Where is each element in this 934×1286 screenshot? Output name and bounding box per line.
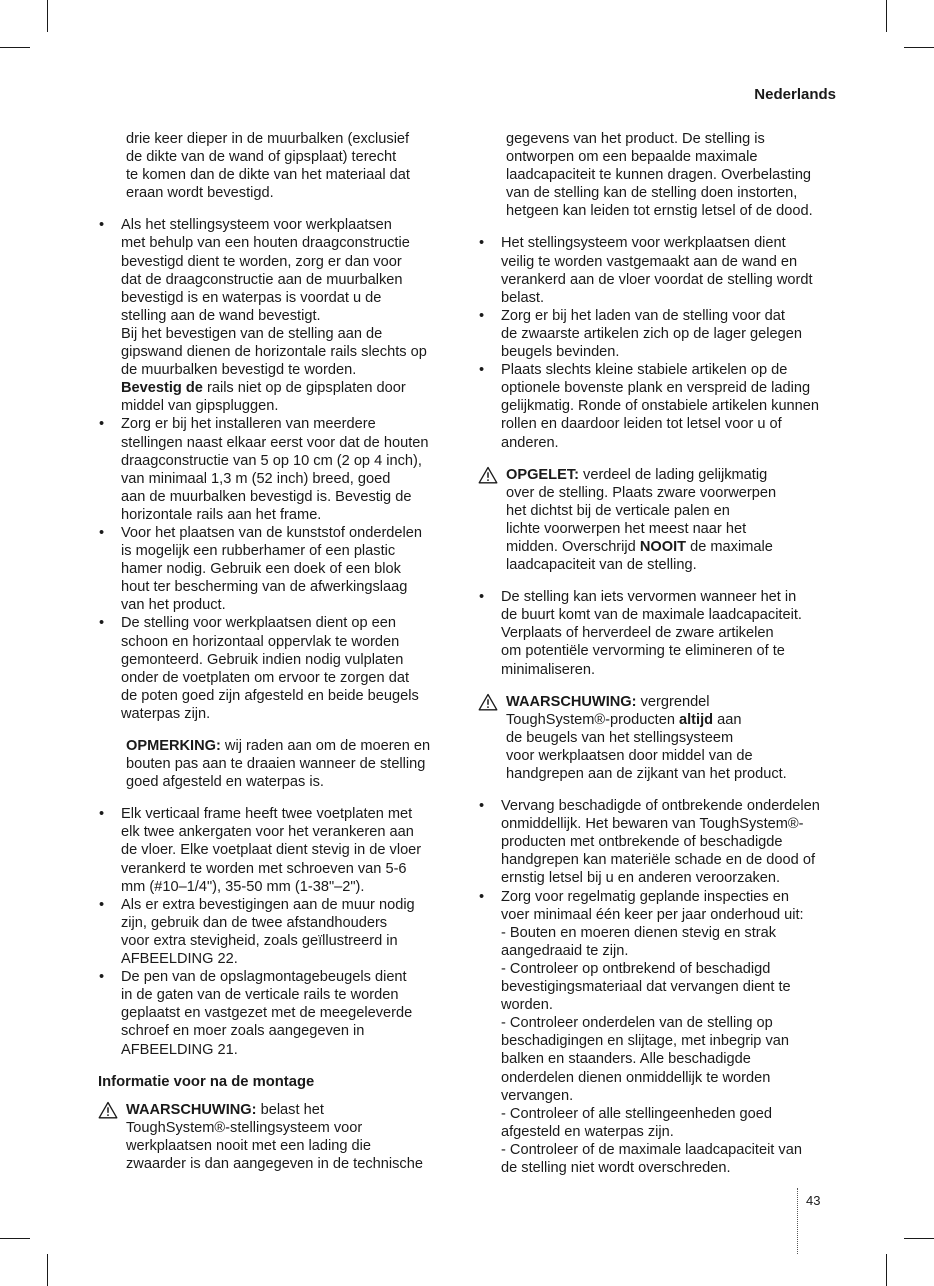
text-line: producten met ontbrekende of beschadigde <box>501 834 783 851</box>
intro-paragraph <box>98 130 460 202</box>
list-item <box>98 415 460 524</box>
bold-text: NOOIT <box>639 538 687 555</box>
text-line: de zwaarste artikelen zich op de lager gelegen <box>501 325 802 342</box>
text-line: balken en staanders. Alle beschadigde <box>501 1051 751 1068</box>
text-line: middel van gipspluggen. <box>121 398 279 415</box>
caution-block <box>478 466 838 575</box>
list-item <box>98 614 460 723</box>
text-line: bevestigd dient te worden, zorg er dan voor <box>121 253 402 270</box>
text-line: onderdelen dienen onmiddellijk te worden <box>501 1069 771 1086</box>
text-line: de buurt komt van de maximale laadcapaciteit. <box>501 607 802 624</box>
text-line: AFBEELDING 21. <box>121 1041 238 1058</box>
text-line: afgesteld en waterpas zijn. <box>501 1123 674 1140</box>
text-span: aan <box>713 711 742 728</box>
text-line: Plaats slechts kleine stabiele artikelen op de <box>501 362 788 379</box>
text-line: Vervang beschadigde of ontbrekende onderdelen <box>501 798 820 815</box>
text-line: anderen. <box>501 434 559 451</box>
text-line: de dikte van de wand of gipsplaat) terecht <box>126 149 397 166</box>
text-line: werkplaatsen nooit met een lading die <box>126 1137 372 1154</box>
list-item <box>98 805 460 895</box>
text-line: schroef en moer zoals aangegeven in <box>121 1023 365 1040</box>
text-line <box>126 737 460 755</box>
text-line: drie keer dieper in de muurbalken (exclusief <box>126 131 410 147</box>
text-line: optionele bovenste plank en verspreid de lading <box>501 380 811 397</box>
list-item <box>478 307 838 361</box>
bullet-icon: • <box>479 235 485 252</box>
crop-mark <box>0 1238 30 1239</box>
bullet-icon: • <box>99 969 105 986</box>
text-line: Elk verticaal frame heeft twee voetplaten met <box>121 806 413 823</box>
text-span: rails niet op de gipsplaten door <box>202 380 406 397</box>
text-line: stelling aan de wand bevestigt. <box>121 307 321 324</box>
text-line <box>126 1101 460 1119</box>
text-line: bevestigingsmateriaal dat vervangen dient te <box>501 979 791 996</box>
text-line <box>506 466 838 484</box>
text-line: voor werkplaatsen door middel van de <box>506 747 753 764</box>
text-line: bevestigd is en waterpas is voordat u de <box>121 289 382 306</box>
bullet-list <box>478 797 838 1177</box>
bullet-icon: • <box>479 589 485 606</box>
note-block <box>98 737 460 791</box>
crop-mark <box>886 0 887 32</box>
text-span: verdeel de lading gelijkmatig <box>578 466 768 483</box>
checklist-item <box>501 960 838 1014</box>
list-item <box>98 968 460 1058</box>
crop-mark <box>47 0 48 32</box>
page-number: 43 <box>806 1193 821 1208</box>
text-line: hamer nodig. Gebruik een doek of een blok <box>121 561 401 578</box>
text-line: verankerd te worden met schroeven van 5-6 <box>121 860 407 877</box>
text-line: stellingen naast elkaar eerst voor dat de houten <box>121 434 429 451</box>
text-line: bouten pas aan te draaien wanneer de stelling <box>126 756 426 773</box>
text-line: voer minimaal één keer per jaar onderhoud uit: <box>501 906 804 923</box>
text-span: wij raden aan om de moeren en <box>220 738 431 754</box>
warning-triangle-icon <box>478 693 498 711</box>
list-item <box>478 888 838 1178</box>
text-line: de vloer. Elke voetplaat dient stevig in de vloer <box>121 842 422 859</box>
text-line: rollen en daardoor leiden tot letsel voor u of <box>501 416 782 433</box>
warning-block <box>478 693 838 783</box>
bullet-icon: • <box>479 798 485 815</box>
right-column <box>478 130 838 1191</box>
text-line <box>506 693 838 711</box>
crop-mark <box>0 47 30 48</box>
list-item <box>478 234 838 306</box>
checklist-item <box>501 1014 838 1104</box>
language-header: Nederlands <box>754 86 836 103</box>
list-item <box>478 588 838 678</box>
text-line: in de gaten van de verticale rails te worden <box>121 987 399 1004</box>
text-line: de stelling niet wordt overschreden. <box>501 1159 731 1176</box>
text-line: De stelling voor werkplaatsen dient op een <box>121 615 397 632</box>
text-line: beugels bevinden. <box>501 344 620 361</box>
bullet-list <box>98 805 460 1058</box>
text-line: hout ter bescherming van de afwerkingslaag <box>121 579 408 596</box>
bullet-list <box>478 234 838 451</box>
text-line: eraan wordt bevestigd. <box>126 185 274 202</box>
warning-triangle-icon <box>478 466 498 484</box>
text-line: Zorg er bij het laden van de stelling voor dat <box>501 307 785 324</box>
text-line: Als er extra bevestigingen aan de muur nodig <box>121 896 415 913</box>
text-line: met behulp van een houten draagconstructie <box>121 235 410 252</box>
text-line <box>506 711 838 729</box>
list-item <box>478 797 838 887</box>
text-line: is mogelijk een rubberhamer of een plastic <box>121 543 396 560</box>
text-line: aan de muurbalken bevestigd is. Bevestig de <box>121 488 412 505</box>
warning-label: WAARSCHUWING: <box>126 1101 257 1118</box>
crop-mark <box>47 1254 48 1286</box>
text-line: ToughSystem®-stellingsysteem voor <box>126 1119 363 1136</box>
text-line: vervangen. <box>501 1087 574 1104</box>
text-line: worden. <box>501 997 553 1014</box>
text-line: De stelling kan iets vervormen wanneer het in <box>501 589 797 606</box>
text-line: gegevens van het product. De stelling is <box>506 131 765 147</box>
text-line: Voor het plaatsen van de kunststof onderdelen <box>121 524 423 541</box>
text-line: draagconstructie van 5 op 10 cm (2 op 4 inch), <box>121 452 422 469</box>
list-item <box>98 896 460 968</box>
text-line: AFBEELDING 22. <box>121 951 238 968</box>
text-line: handgrepen aan de zijkant van het product. <box>506 766 787 782</box>
text-line: hetgeen kan leiden tot ernstig letsel of de dood. <box>506 203 813 220</box>
bullet-icon: • <box>99 524 105 541</box>
checklist-item <box>501 1105 838 1141</box>
text-line: ontworpen om een bepaalde maximale <box>506 149 758 166</box>
bullet-list <box>478 588 838 678</box>
warning-label: WAARSCHUWING: <box>506 693 637 710</box>
text-span: vergrendel <box>636 693 710 710</box>
text-line: goed afgesteld en waterpas is. <box>126 774 324 791</box>
list-item <box>98 216 460 415</box>
bullet-icon: • <box>99 896 105 913</box>
caution-label: OPGELET: <box>506 466 579 483</box>
text-span: de maximale <box>686 538 773 555</box>
bullet-icon: • <box>479 362 485 379</box>
crop-mark <box>904 47 934 48</box>
text-line: geplaatst en vastgezet met de meegeleverde <box>121 1005 413 1022</box>
text-line <box>506 538 838 556</box>
text-line: - Controleer of de maximale laadcapaciteit van <box>501 1141 802 1158</box>
left-column <box>98 130 460 1187</box>
section-heading: Informatie voor na de montage <box>98 1073 315 1090</box>
text-line: onmiddellijk. Het bewaren van ToughSystem®- <box>501 816 804 833</box>
text-line: aangedraaid te zijn. <box>501 942 629 959</box>
bullet-icon: • <box>99 615 105 632</box>
text-line: Bij het bevestigen van de stelling aan de <box>121 325 383 342</box>
text-line: om potentiële vervorming te elimineren of te <box>501 643 785 660</box>
text-line: - Controleer op ontbrekend of beschadigd <box>501 960 771 977</box>
bullet-icon: • <box>99 217 105 234</box>
list-item <box>478 361 838 451</box>
text-line: over de stelling. Plaats zware voorwerpen <box>506 484 777 501</box>
text-line: horizontale rails aan het frame. <box>121 506 322 523</box>
text-line: van minimaal 1,3 m (52 inch) breed, goed <box>121 470 391 487</box>
text-line: Verplaats of herverdeel de zware artikelen <box>501 625 774 642</box>
note-label: OPMERKING: <box>126 738 221 754</box>
warning-block <box>98 1101 460 1173</box>
text-line: gelijkmatig. Ronde of onstabiele artikelen kunnen <box>501 398 820 415</box>
warning-triangle-icon <box>98 1101 118 1119</box>
bullet-icon: • <box>479 307 485 324</box>
bullet-icon: • <box>479 888 485 905</box>
text-line: van het product. <box>121 597 226 614</box>
bullet-icon: • <box>99 416 105 433</box>
text-line <box>121 379 460 397</box>
text-line: de poten goed zijn afgesteld en beide beugels <box>121 687 419 704</box>
bullet-icon: • <box>99 806 105 823</box>
checklist-item <box>501 1141 838 1177</box>
text-line: Het stellingsysteem voor werkplaatsen dient <box>501 235 786 252</box>
text-line: onder de voetplaten om ervoor te zorgen dat <box>121 669 410 686</box>
page-number-rule <box>797 1188 798 1254</box>
text-line: elk twee ankergaten voor het verankeren aan <box>121 824 414 841</box>
text-line: laadcapaciteit van de stelling. <box>506 557 697 574</box>
text-line: zijn, gebruik dan de twee afstandhouders <box>121 914 388 931</box>
crop-mark <box>886 1254 887 1286</box>
checklist-item <box>501 924 838 960</box>
text-line: de muurbalken bevestigd te worden. <box>121 362 357 379</box>
list-item <box>98 524 460 614</box>
intro-paragraph <box>478 130 838 220</box>
text-line: lichte voorwerpen het meest naar het <box>506 520 747 537</box>
text-line: - Controleer onderdelen van de stelling op <box>501 1015 773 1032</box>
bullet-list <box>98 216 460 723</box>
text-line: beschadigingen en slijtage, met inbegrip van <box>501 1033 790 1050</box>
text-line: handgrepen kan materiële schade en de dood of <box>501 852 816 869</box>
text-line: te komen dan de dikte van het materiaal dat <box>126 167 410 184</box>
text-line: De pen van de opslagmontagebeugels dient <box>121 969 407 986</box>
text-line: het dichtst bij de verticale palen en <box>506 502 730 519</box>
text-line: minimaliseren. <box>501 661 596 678</box>
text-line: Als het stellingsysteem voor werkplaatsen <box>121 217 392 234</box>
text-line: - Controleer of alle stellingeenheden goed <box>501 1105 772 1122</box>
text-line: verankerd aan de vloer voordat de stelling wordt <box>501 271 813 288</box>
text-span: ToughSystem®-producten <box>506 711 679 728</box>
text-line: veilig te worden vastgemaakt aan de wand en <box>501 253 798 270</box>
text-line: gemonteerd. Gebruik indien nodig vulplaten <box>121 651 404 668</box>
text-line: mm (#10–1/4"), 35-50 mm (1-38"–2"). <box>121 878 365 895</box>
bold-text: altijd <box>679 711 714 728</box>
crop-mark <box>904 1238 934 1239</box>
text-line: voor extra stevigheid, zoals geïllustreerd in <box>121 932 398 949</box>
text-line: belast. <box>501 289 544 306</box>
text-line: de beugels van het stellingsysteem <box>506 729 734 746</box>
text-line: dat de draagconstructie aan de muurbalken <box>121 271 403 288</box>
text-line: waterpas zijn. <box>121 705 211 722</box>
text-line: zwaarder is dan aangegeven in de technische <box>126 1155 423 1172</box>
text-line: - Bouten en moeren dienen stevig en strak <box>501 924 777 941</box>
bold-text: Bevestig de <box>121 380 203 397</box>
text-line: Zorg er bij het installeren van meerdere <box>121 416 376 433</box>
text-line: schoon en horizontaal oppervlak te worden <box>121 633 400 650</box>
text-line: laadcapaciteit te kunnen dragen. Overbelasting <box>506 167 812 184</box>
text-span: belast het <box>256 1101 324 1118</box>
text-line: van de stelling kan de stelling doen instorten, <box>506 185 798 202</box>
inspection-checklist <box>501 924 838 1177</box>
text-line: ernstig letsel bij u en anderen veroorzaken. <box>501 870 781 887</box>
text-span: midden. Overschrijd <box>506 538 640 555</box>
text-line: gipswand dienen de horizontale rails slechts op <box>121 344 427 361</box>
text-line: Zorg voor regelmatig geplande inspecties en <box>501 888 789 905</box>
